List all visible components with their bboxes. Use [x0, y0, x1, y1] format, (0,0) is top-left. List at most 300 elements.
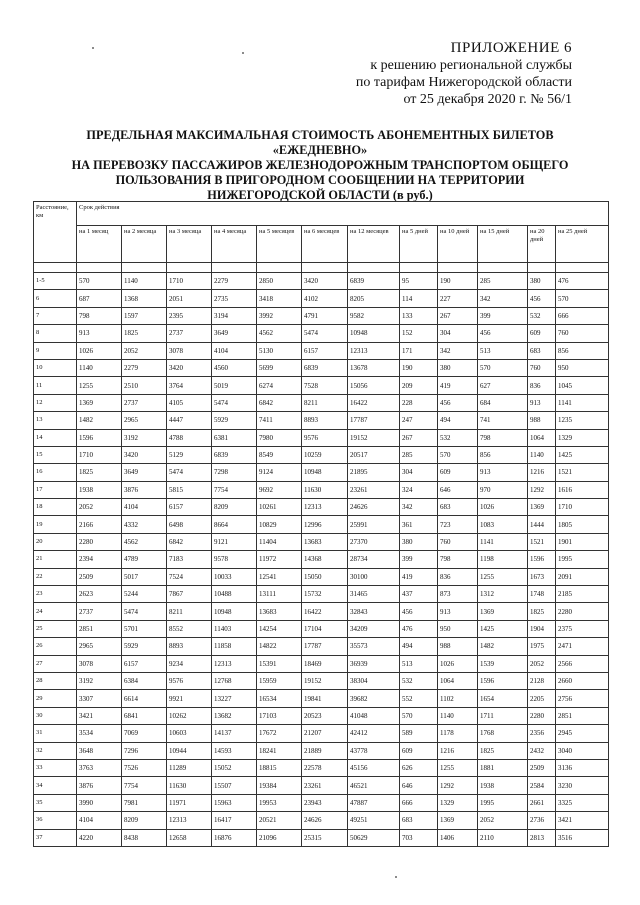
price-cell: 1938 [478, 777, 528, 794]
table-row [34, 586, 609, 603]
price-cell: 476 [556, 273, 609, 290]
price-cell: 570 [478, 359, 528, 376]
price-cell: 4788 [167, 429, 212, 446]
price-cell: 2280 [556, 603, 609, 620]
price-cell: 15507 [212, 777, 257, 794]
spacer-cell [34, 263, 77, 273]
table-row [34, 655, 609, 672]
scan-speck [242, 52, 244, 54]
table-row [34, 568, 609, 585]
price-cell: 46521 [348, 777, 400, 794]
price-cell: 19384 [257, 777, 302, 794]
price-cell: 1748 [528, 586, 556, 603]
table-row [34, 690, 609, 707]
price-cell: 14254 [257, 620, 302, 637]
fare-table [33, 201, 609, 847]
price-cell: 11858 [212, 638, 257, 655]
price-cell: 570 [556, 290, 609, 307]
price-cell: 47887 [348, 794, 400, 811]
distance-cell: 1-5 [34, 273, 77, 290]
distance-cell: 36 [34, 812, 77, 829]
price-cell: 4332 [122, 516, 167, 533]
price-cell: 1178 [438, 725, 478, 742]
price-cell: 6381 [212, 429, 257, 446]
price-cell: 19152 [302, 672, 348, 689]
price-cell: 3649 [212, 325, 257, 342]
price-cell: 38304 [348, 672, 400, 689]
table-row [34, 759, 609, 776]
price-cell: 2851 [556, 707, 609, 724]
price-cell: 2737 [77, 603, 122, 620]
price-cell: 4102 [302, 290, 348, 307]
price-cell: 856 [556, 342, 609, 359]
table-row [34, 481, 609, 498]
price-cell: 5474 [302, 325, 348, 342]
price-cell: 10603 [167, 725, 212, 742]
price-cell: 7183 [167, 551, 212, 568]
price-cell: 913 [438, 603, 478, 620]
price-cell: 7981 [122, 794, 167, 811]
price-cell: 11289 [167, 759, 212, 776]
price-cell: 684 [478, 394, 528, 411]
price-cell: 2756 [556, 690, 609, 707]
price-cell: 760 [556, 325, 609, 342]
distance-cell: 34 [34, 777, 77, 794]
price-cell: 18815 [257, 759, 302, 776]
price-cell: 31465 [348, 586, 400, 603]
price-cell: 836 [438, 568, 478, 585]
price-cell: 5130 [257, 342, 302, 359]
price-cell: 666 [556, 307, 609, 324]
price-cell: 609 [438, 464, 478, 481]
price-cell: 1881 [478, 759, 528, 776]
price-cell: 7754 [122, 777, 167, 794]
table-row [34, 499, 609, 516]
price-cell: 3763 [77, 759, 122, 776]
price-cell: 45156 [348, 759, 400, 776]
column-header: на 5 дней [400, 226, 438, 263]
price-cell: 627 [478, 377, 528, 394]
price-cell: 1825 [478, 742, 528, 759]
distance-cell: 20 [34, 533, 77, 550]
price-cell: 41048 [348, 707, 400, 724]
price-cell: 11630 [167, 777, 212, 794]
spacer-row [34, 263, 609, 273]
column-header: на 4 месяца [212, 226, 257, 263]
price-cell: 437 [400, 586, 438, 603]
price-cell: 399 [478, 307, 528, 324]
price-cell: 4562 [122, 533, 167, 550]
price-cell: 35573 [348, 638, 400, 655]
title-line: ПОЛЬЗОВАНИЯ В ПРИГОРОДНОМ СООБЩЕНИИ НА ТЕРРИТОРИИ [115, 173, 525, 187]
price-cell: 2661 [528, 794, 556, 811]
spacer-cell [478, 263, 528, 273]
table-row [34, 620, 609, 637]
distance-cell: 6 [34, 290, 77, 307]
spacer-cell [257, 263, 302, 273]
price-cell: 6839 [212, 446, 257, 463]
price-cell: 12541 [257, 568, 302, 585]
price-cell: 988 [438, 638, 478, 655]
price-cell: 49251 [348, 812, 400, 829]
scan-speck [395, 876, 397, 878]
spacer-cell [556, 263, 609, 273]
price-cell: 2166 [77, 516, 122, 533]
price-cell: 7980 [257, 429, 302, 446]
table-row [34, 672, 609, 689]
price-cell: 2850 [257, 273, 302, 290]
price-cell: 227 [438, 290, 478, 307]
price-cell: 6157 [302, 342, 348, 359]
price-cell: 3192 [122, 429, 167, 446]
price-cell: 95 [400, 273, 438, 290]
price-cell: 10829 [257, 516, 302, 533]
price-cell: 267 [438, 307, 478, 324]
table-row [34, 812, 609, 829]
price-cell: 4560 [212, 359, 257, 376]
table-row [34, 464, 609, 481]
spacer-cell [302, 263, 348, 273]
price-cell: 19152 [348, 429, 400, 446]
appendix-date-line: от 25 декабря 2020 г. № 56/1 [403, 92, 572, 107]
price-cell: 285 [400, 446, 438, 463]
price-cell: 39682 [348, 690, 400, 707]
table-row [34, 342, 609, 359]
price-cell: 17672 [257, 725, 302, 742]
column-header: на 6 месяцев [302, 226, 348, 263]
price-cell: 43778 [348, 742, 400, 759]
price-cell: 6384 [122, 672, 167, 689]
price-cell: 14368 [302, 551, 348, 568]
price-cell: 12313 [302, 499, 348, 516]
price-cell: 11971 [167, 794, 212, 811]
price-cell: 23261 [302, 777, 348, 794]
price-cell: 24626 [302, 812, 348, 829]
header-row-top [34, 202, 609, 226]
title-line: НИЖЕГОРОДСКОЙ ОБЛАСТИ (в руб.) [207, 188, 433, 202]
price-cell: 11630 [302, 481, 348, 498]
price-cell: 1141 [478, 533, 528, 550]
price-cell: 2052 [528, 655, 556, 672]
price-cell: 8211 [302, 394, 348, 411]
table-row [34, 638, 609, 655]
price-cell: 1521 [528, 533, 556, 550]
price-cell: 42412 [348, 725, 400, 742]
price-cell: 247 [400, 412, 438, 429]
price-cell: 2945 [556, 725, 609, 742]
price-cell: 683 [528, 342, 556, 359]
price-cell: 2356 [528, 725, 556, 742]
price-cell: 9234 [167, 655, 212, 672]
price-cell: 228 [400, 394, 438, 411]
price-cell: 3078 [77, 655, 122, 672]
price-cell: 494 [438, 412, 478, 429]
table-row [34, 533, 609, 550]
price-cell: 324 [400, 481, 438, 498]
price-cell: 3420 [167, 359, 212, 376]
price-cell: 1369 [478, 603, 528, 620]
appendix-line: к решению региональной службы [370, 58, 572, 73]
price-cell: 8552 [167, 620, 212, 637]
table-row [34, 377, 609, 394]
spacer-cell [438, 263, 478, 273]
table-row [34, 829, 609, 846]
price-cell: 6614 [122, 690, 167, 707]
price-cell: 3418 [257, 290, 302, 307]
price-cell: 1045 [556, 377, 609, 394]
price-cell: 1596 [77, 429, 122, 446]
price-cell: 6157 [167, 499, 212, 516]
price-cell: 2279 [122, 359, 167, 376]
price-cell: 15052 [212, 759, 257, 776]
price-cell: 5474 [122, 603, 167, 620]
price-cell: 856 [478, 446, 528, 463]
price-cell: 5474 [212, 394, 257, 411]
price-cell: 2736 [528, 812, 556, 829]
price-cell: 7867 [167, 586, 212, 603]
price-cell: 3230 [556, 777, 609, 794]
price-cell: 1140 [528, 446, 556, 463]
price-cell: 570 [77, 273, 122, 290]
price-cell: 1768 [478, 725, 528, 742]
price-cell: 2185 [556, 586, 609, 603]
price-cell: 15056 [348, 377, 400, 394]
price-cell: 7524 [167, 568, 212, 585]
column-header: на 20 дней [528, 226, 556, 263]
price-cell: 50629 [348, 829, 400, 846]
price-cell: 15963 [212, 794, 257, 811]
distance-cell: 22 [34, 568, 77, 585]
price-cell: 723 [438, 516, 478, 533]
price-cell: 6842 [167, 533, 212, 550]
price-cell: 7298 [212, 464, 257, 481]
price-cell: 798 [77, 307, 122, 324]
column-header: на 15 дней [478, 226, 528, 263]
distance-cell: 21 [34, 551, 77, 568]
price-cell: 13227 [212, 690, 257, 707]
price-cell: 4220 [77, 829, 122, 846]
price-cell: 1026 [438, 655, 478, 672]
price-cell: 9576 [302, 429, 348, 446]
price-cell: 1083 [478, 516, 528, 533]
price-cell: 10261 [257, 499, 302, 516]
price-cell: 10259 [302, 446, 348, 463]
price-cell: 1596 [478, 672, 528, 689]
price-cell: 15959 [257, 672, 302, 689]
price-cell: 10488 [212, 586, 257, 603]
price-cell: 1329 [438, 794, 478, 811]
price-cell: 798 [478, 429, 528, 446]
price-cell: 760 [528, 359, 556, 376]
price-cell: 19953 [257, 794, 302, 811]
price-cell: 12313 [167, 812, 212, 829]
price-cell: 456 [528, 290, 556, 307]
price-cell: 3648 [77, 742, 122, 759]
price-cell: 16534 [257, 690, 302, 707]
table-row [34, 412, 609, 429]
price-cell: 609 [400, 742, 438, 759]
table-row [34, 429, 609, 446]
price-cell: 8209 [212, 499, 257, 516]
price-cell: 8664 [212, 516, 257, 533]
price-cell: 9121 [212, 533, 257, 550]
price-cell: 626 [400, 759, 438, 776]
price-cell: 513 [400, 655, 438, 672]
price-cell: 4789 [122, 551, 167, 568]
price-cell: 10948 [302, 464, 348, 481]
price-cell: 3420 [122, 446, 167, 463]
price-cell: 20521 [257, 812, 302, 829]
price-cell: 15732 [302, 586, 348, 603]
price-cell: 1805 [556, 516, 609, 533]
price-cell: 1140 [438, 707, 478, 724]
price-cell: 2660 [556, 672, 609, 689]
price-cell: 2052 [122, 342, 167, 359]
price-cell: 8893 [302, 412, 348, 429]
price-cell: 7411 [257, 412, 302, 429]
price-cell: 5815 [167, 481, 212, 498]
price-cell: 190 [438, 273, 478, 290]
price-cell: 5929 [212, 412, 257, 429]
price-cell: 2737 [122, 394, 167, 411]
price-cell: 1369 [77, 394, 122, 411]
price-cell: 419 [400, 568, 438, 585]
price-cell: 17787 [302, 638, 348, 655]
distance-cell: 11 [34, 377, 77, 394]
price-cell: 913 [528, 394, 556, 411]
price-cell: 1673 [528, 568, 556, 585]
price-cell: 703 [400, 829, 438, 846]
price-cell: 1198 [478, 551, 528, 568]
price-cell: 25315 [302, 829, 348, 846]
price-cell: 1825 [122, 325, 167, 342]
price-cell: 16422 [348, 394, 400, 411]
price-cell: 6498 [167, 516, 212, 533]
price-cell: 741 [478, 412, 528, 429]
price-cell: 7528 [302, 377, 348, 394]
price-cell: 3192 [77, 672, 122, 689]
price-cell: 3876 [77, 777, 122, 794]
price-cell: 2051 [167, 290, 212, 307]
price-cell: 1539 [478, 655, 528, 672]
price-cell: 1064 [528, 429, 556, 446]
spacer-cell [528, 263, 556, 273]
price-cell: 4105 [167, 394, 212, 411]
table-row [34, 516, 609, 533]
spacer-cell [348, 263, 400, 273]
price-cell: 970 [478, 481, 528, 498]
price-cell: 10948 [348, 325, 400, 342]
table-row [34, 446, 609, 463]
price-cell: 1064 [438, 672, 478, 689]
price-cell: 2566 [556, 655, 609, 672]
distance-cell: 17 [34, 481, 77, 498]
column-header: на 2 месяца [122, 226, 167, 263]
price-cell: 11403 [212, 620, 257, 637]
price-cell: 2737 [167, 325, 212, 342]
price-cell: 1292 [438, 777, 478, 794]
price-cell: 12768 [212, 672, 257, 689]
price-cell: 27370 [348, 533, 400, 550]
price-cell: 1710 [167, 273, 212, 290]
document-title [40, 128, 600, 203]
price-cell: 950 [438, 620, 478, 637]
price-cell: 2395 [167, 307, 212, 324]
price-cell: 1216 [528, 464, 556, 481]
price-cell: 16417 [212, 812, 257, 829]
price-cell: 3764 [167, 377, 212, 394]
price-cell: 17104 [302, 620, 348, 637]
price-cell: 646 [438, 481, 478, 498]
price-cell: 3421 [77, 707, 122, 724]
price-cell: 3194 [212, 307, 257, 324]
price-cell: 7754 [212, 481, 257, 498]
price-cell: 1596 [528, 551, 556, 568]
price-cell: 1710 [77, 446, 122, 463]
price-cell: 380 [528, 273, 556, 290]
price-cell: 5017 [122, 568, 167, 585]
price-cell: 2509 [528, 759, 556, 776]
price-cell: 8211 [167, 603, 212, 620]
price-cell: 1141 [556, 394, 609, 411]
spacer-cell [212, 263, 257, 273]
header-row-columns [34, 226, 609, 263]
price-cell: 5701 [122, 620, 167, 637]
price-cell: 12313 [212, 655, 257, 672]
price-cell: 1368 [122, 290, 167, 307]
price-cell: 3990 [77, 794, 122, 811]
price-cell: 4104 [77, 812, 122, 829]
price-cell: 15391 [257, 655, 302, 672]
price-cell: 2205 [528, 690, 556, 707]
price-cell: 18469 [302, 655, 348, 672]
distance-cell: 8 [34, 325, 77, 342]
price-cell: 14593 [212, 742, 257, 759]
price-cell: 2510 [122, 377, 167, 394]
spacer-cell [77, 263, 122, 273]
distance-cell: 13 [34, 412, 77, 429]
table-row [34, 394, 609, 411]
price-cell: 13111 [257, 586, 302, 603]
price-cell: 532 [400, 672, 438, 689]
table-row [34, 777, 609, 794]
price-cell: 22578 [302, 759, 348, 776]
price-cell: 190 [400, 359, 438, 376]
price-cell: 2965 [77, 638, 122, 655]
price-cell: 760 [438, 533, 478, 550]
price-cell: 1255 [77, 377, 122, 394]
distance-cell: 10 [34, 359, 77, 376]
price-cell: 13683 [302, 533, 348, 550]
price-cell: 1995 [478, 794, 528, 811]
price-cell: 913 [77, 325, 122, 342]
appendix-block [356, 40, 572, 108]
price-cell: 2509 [77, 568, 122, 585]
price-cell: 18241 [257, 742, 302, 759]
price-cell: 304 [400, 464, 438, 481]
price-cell: 10944 [167, 742, 212, 759]
price-cell: 3534 [77, 725, 122, 742]
price-cell: 687 [77, 290, 122, 307]
price-cell: 1216 [438, 742, 478, 759]
table-row [34, 742, 609, 759]
price-cell: 1102 [438, 690, 478, 707]
price-cell: 988 [528, 412, 556, 429]
price-cell: 1597 [122, 307, 167, 324]
price-cell: 8205 [348, 290, 400, 307]
price-cell: 1444 [528, 516, 556, 533]
column-header: на 10 дней [438, 226, 478, 263]
